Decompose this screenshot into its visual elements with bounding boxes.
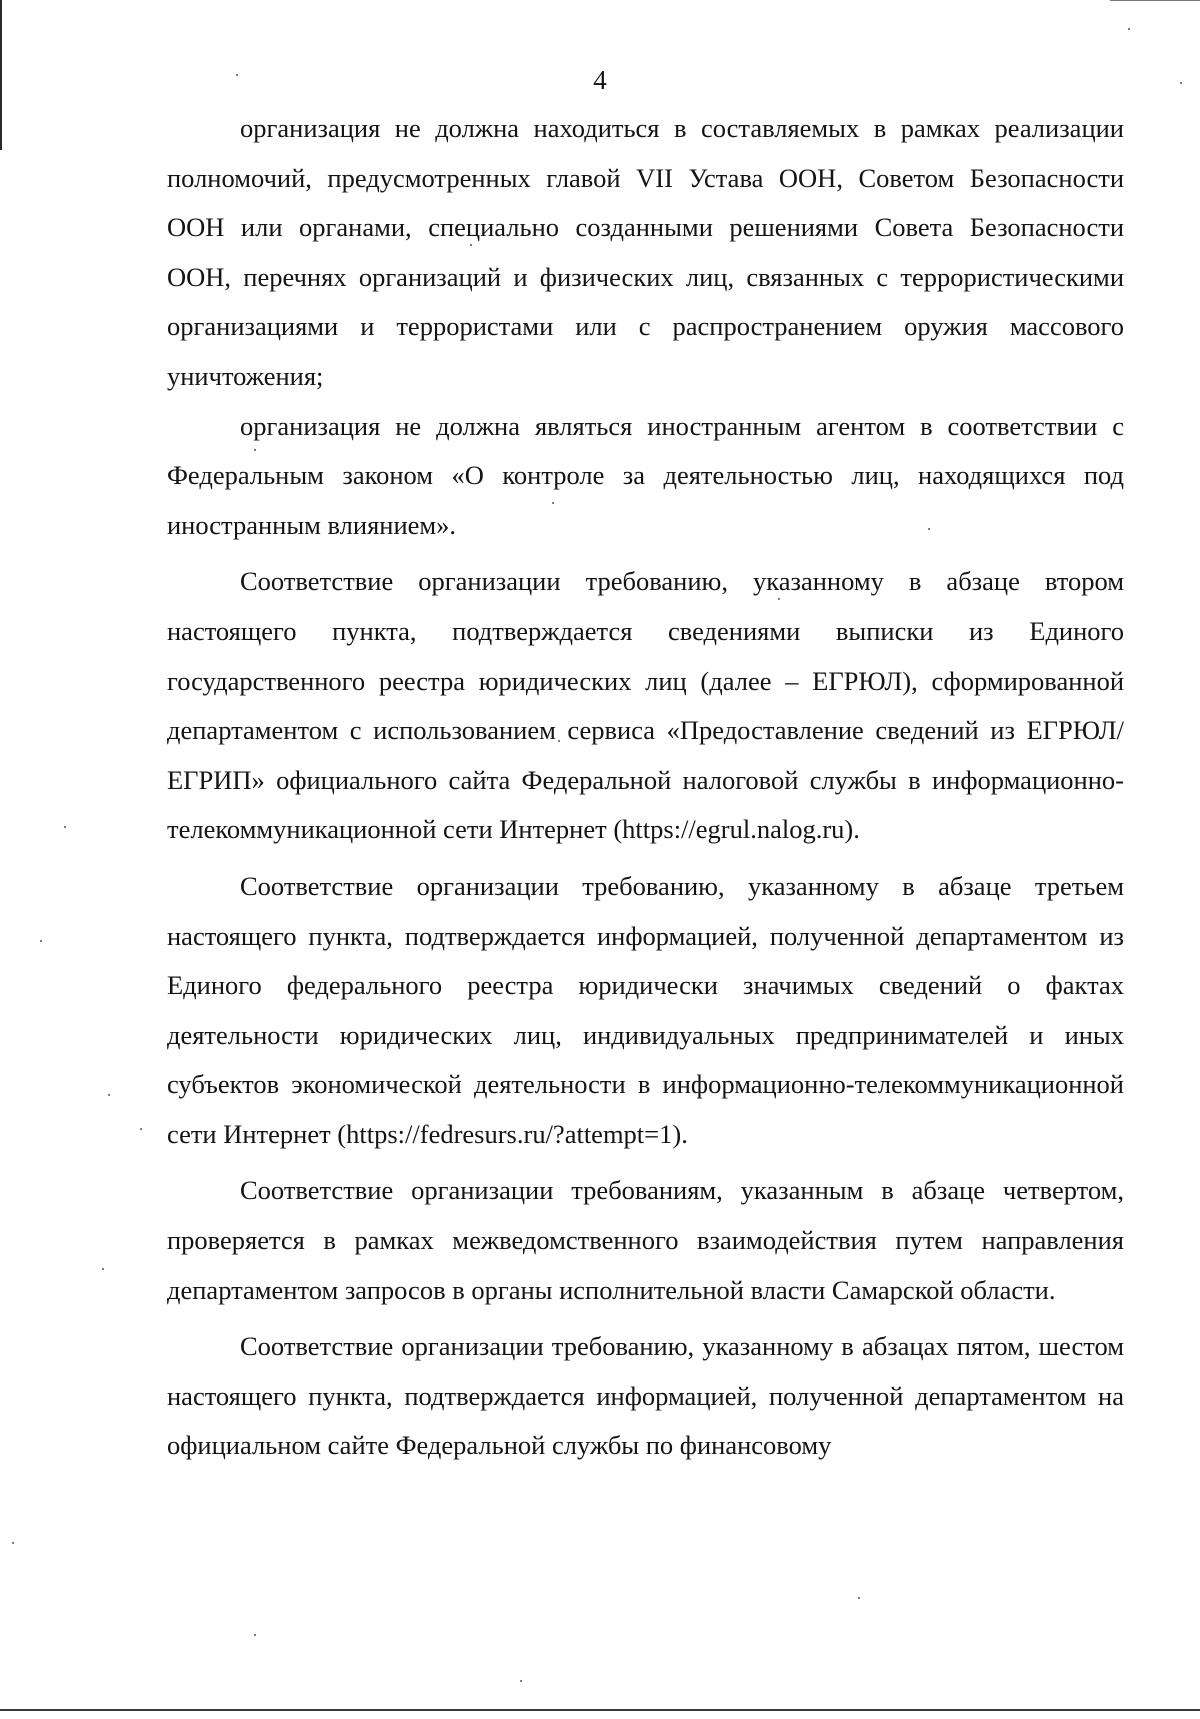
paragraph-egrul-check [167,557,1124,855]
scan-speck [64,826,66,828]
scan-speck [102,1268,104,1270]
scan-speck [40,940,42,942]
egrul-url: (https://egrul.nalog.ru). [613,814,860,845]
scan-speck [12,1542,14,1544]
document-body [167,104,1124,1471]
scan-speck [858,1597,860,1599]
scan-edge-top-right [1110,0,1200,1]
scan-edge-bottom [0,1709,1200,1711]
paragraph-fedresurs-text: Соответствие организации требованию, указанному в абзаце третьем настоящего пункта, подтверждается информацией, полученной департаментом из Единого федерального реестра юридически значимых сведений о фактах деятельности юридических лиц, индивидуальных предпринимателей и иных субъектов экономической деятельности в информационно-телекоммуникационной сети Интернет [167,870,1124,1149]
scan-speck [108,1094,110,1096]
paragraph-egrul-text: Соответствие организации требованию, указанному в абзаце втором настоящего пункта, подтверждается сведениями выписки из Единого государственного реестра юридических лиц (далее – ЕГРЮЛ), сформированной департаментом с использованием сервиса «Предоставление сведений из ЕГРЮЛ/ЕГРИП» официального сайта Федеральной налоговой службы в информационно-телекоммуникационной сети Интернет [167,566,1124,845]
page-number: 4 [593,65,607,95]
fedresurs-url: (https://fedresurs.ru/?attempt=1). [337,1118,688,1149]
paragraph-financial-monitoring-check: Соответствие организации требованию, указанному в абзацах пятом, шестом настоящего пункта, подтверждается информацией, полученной департаментом на официальном сайте Федеральной службы по финансовому [167,1331,1124,1461]
scan-speck [140,1128,142,1130]
paragraph-un-sanctions-list: организация не должна находиться в составляемых в рамках реализации полномочий, предусмотренных главой VII Устава ООН, Советом Безопасности ООН или органами, специально созданными решениями Совета Безопасности ООН, перечнях организаций и физических лиц, связанных с террористическими организациями и террористами или с распространением оружия массового уничтожения; [167,113,1124,391]
scan-speck [1128,28,1130,30]
scan-speck [254,1634,256,1636]
paragraph-fedresurs-check [167,862,1124,1160]
scan-speck [520,1680,522,1682]
paragraph-foreign-agent: организация не должна являться иностранным агентом в соответствии с Федеральным законом «О контроле за деятельностью лиц, находящихся под иностранным влиянием». [167,410,1124,540]
paragraph-interagency-check: Соответствие организации требованиям, указанным в абзаце четвертом, проверяется в рамках межведомственного взаимодействия путем направления департаментом запросов в органы исполнительной власти Самарской области. [167,1175,1124,1305]
